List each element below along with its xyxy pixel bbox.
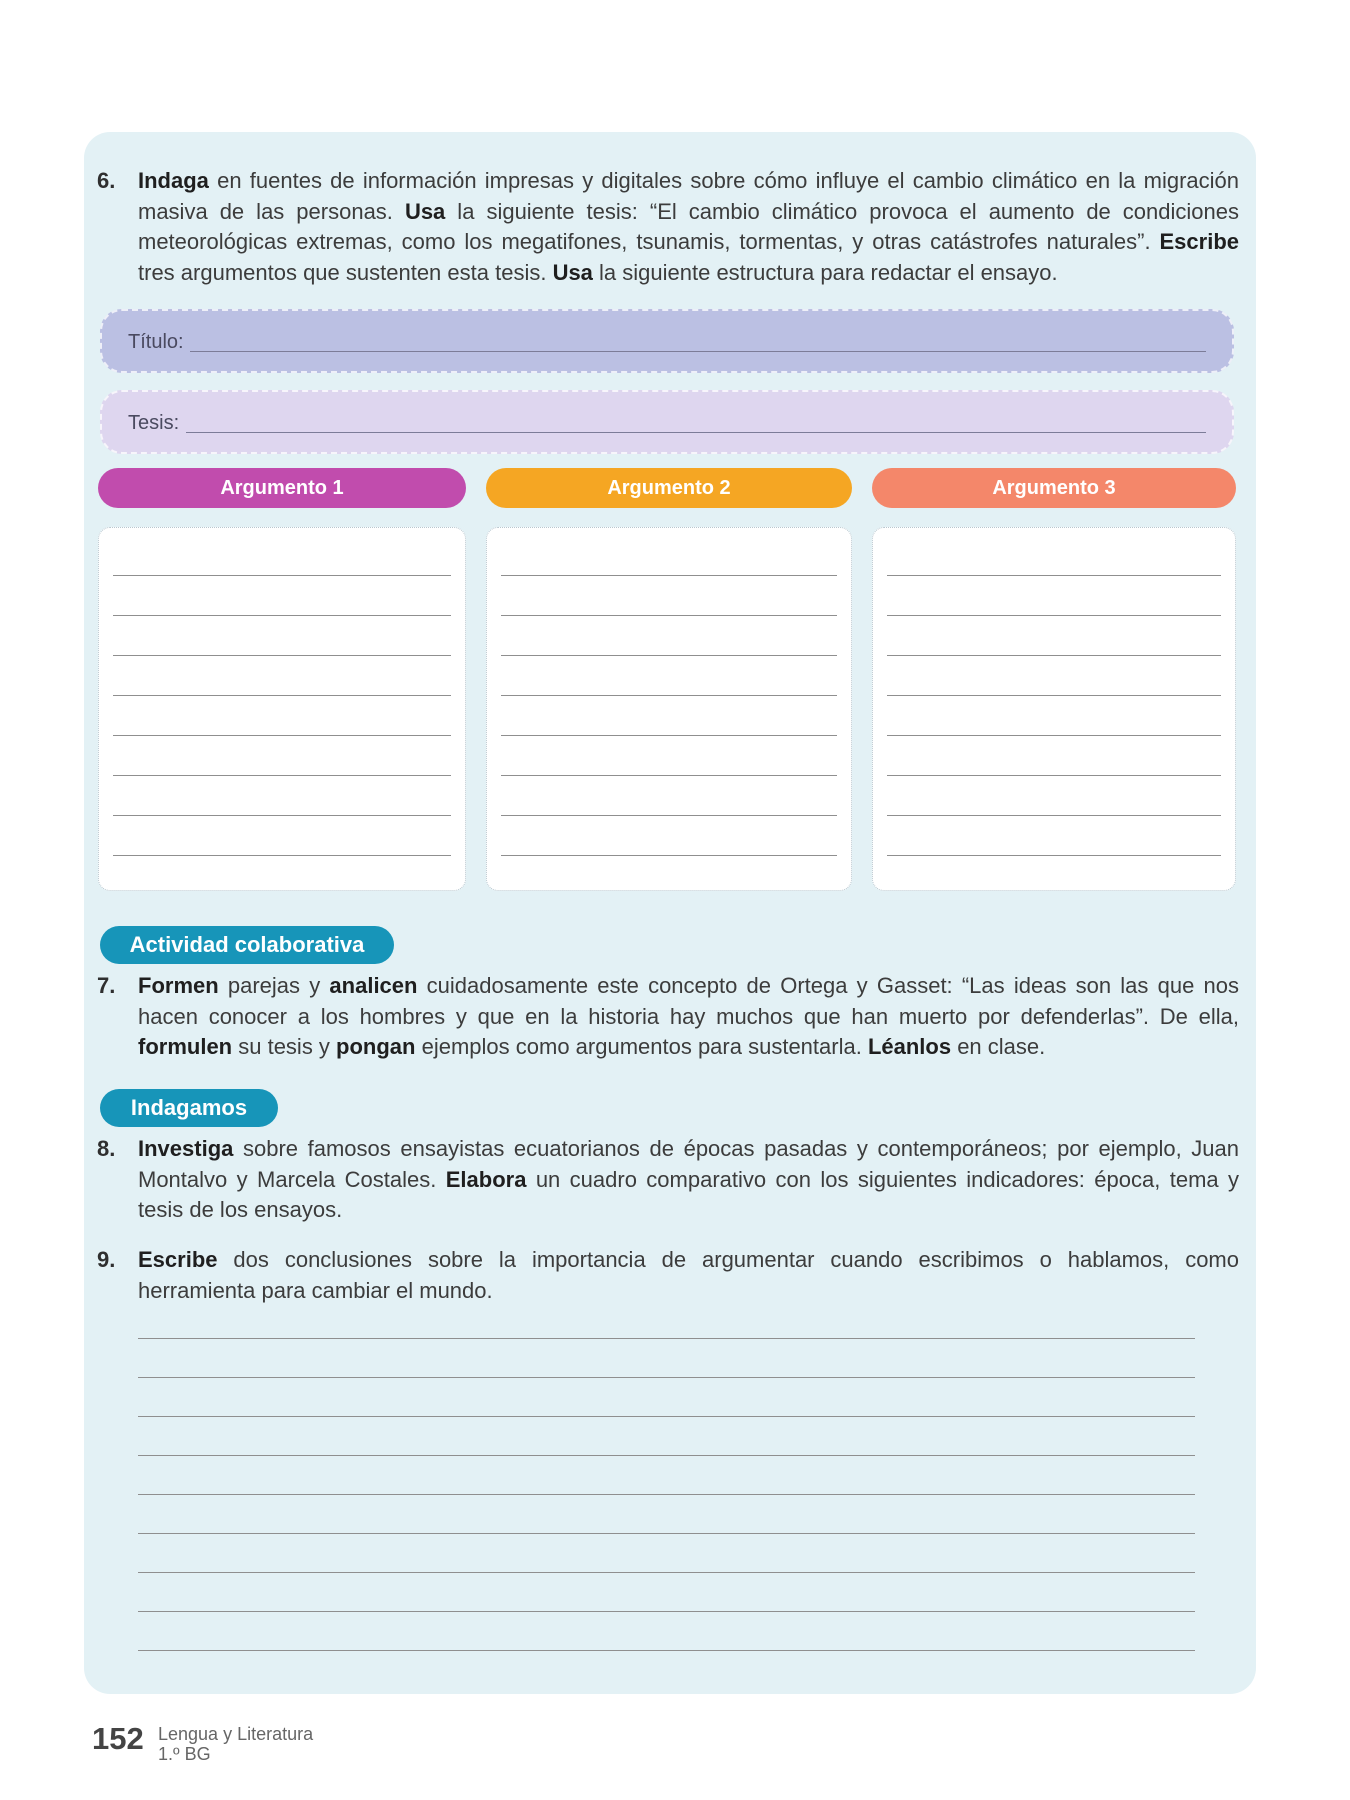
- instruction-verb: analicen: [329, 973, 418, 998]
- write-line[interactable]: [501, 615, 837, 616]
- argument-3-header: Argumento 3: [872, 468, 1236, 508]
- instruction-text: la siguiente tesis: “El cambio climático provoca el aumento de condiciones meteorológicas extremas, como los megatifones, tsunamis, tormentas, y otras catástrofes naturales”.: [138, 198, 1239, 254]
- write-line[interactable]: [113, 695, 451, 696]
- answer-line[interactable]: [138, 1611, 1195, 1612]
- instruction-text: sobre famosos ensayistas ecuatorianos de épocas pasadas y contemporáneos; por ejemplo, Juan Montalvo y Marcela Costales.: [138, 1136, 1239, 1192]
- write-line[interactable]: [501, 815, 837, 816]
- argument-1-header: Argumento 1: [98, 468, 466, 508]
- write-line[interactable]: [887, 735, 1221, 736]
- answer-line[interactable]: [138, 1416, 1195, 1417]
- write-line[interactable]: [113, 815, 451, 816]
- instruction-verb: Usa: [404, 198, 446, 224]
- write-line[interactable]: [113, 855, 451, 856]
- instruction-verb: pongan: [336, 1034, 416, 1059]
- instruction-verb: Investiga: [138, 1136, 234, 1161]
- titulo-write-line[interactable]: [190, 351, 1206, 352]
- exercise-7: [97, 971, 1239, 1063]
- answer-line[interactable]: [138, 1650, 1195, 1651]
- exercise-6-number: 6.: [97, 168, 116, 193]
- write-line[interactable]: [501, 695, 837, 696]
- titulo-field[interactable]: [100, 309, 1234, 373]
- titulo-label: Título:: [128, 331, 184, 353]
- exercise-8-number: 8.: [97, 1136, 116, 1161]
- section-indagamos: Indagamos: [100, 1089, 278, 1127]
- instruction-text: parejas y: [218, 973, 330, 998]
- instruction-text: un cuadro comparativo con los siguientes indicadores: época, tema y tesis de los ensayos.: [138, 1166, 1240, 1222]
- instruction-verb: formulen: [138, 1034, 233, 1059]
- instruction-verb: Indaga: [138, 168, 209, 193]
- exercise-9-number: 9.: [97, 1247, 116, 1272]
- tesis-label: Tesis:: [128, 412, 180, 434]
- instruction-verb: Formen: [138, 973, 219, 998]
- instruction-text: en clase.: [951, 1034, 1046, 1059]
- write-line[interactable]: [887, 575, 1221, 576]
- exercise-7-text: [138, 971, 1239, 1063]
- write-line[interactable]: [501, 655, 837, 656]
- instruction-text: tres argumentos que sustenten esta tesis.: [138, 259, 553, 285]
- exercise-9-text: [138, 1245, 1239, 1306]
- write-line[interactable]: [113, 615, 451, 616]
- answer-line[interactable]: [138, 1533, 1195, 1534]
- instruction-verb: Escribe: [138, 1247, 218, 1272]
- exercise-6: [97, 166, 1239, 288]
- write-line[interactable]: [113, 655, 451, 656]
- instruction-text: cuidadosamente este concepto de Ortega y Gasset: “Las ideas son las que nos hacen conocer a los hombres y que en la historia hay muchos que han muerto por defenderlas”. De ella,: [138, 973, 1239, 1029]
- page-number: 152: [92, 1721, 144, 1756]
- instruction-verb: Usa: [552, 259, 593, 285]
- answer-line[interactable]: [138, 1377, 1195, 1378]
- argument-1-box[interactable]: [98, 527, 466, 891]
- instruction-verb: Elabora: [445, 1166, 527, 1192]
- write-line[interactable]: [501, 735, 837, 736]
- write-line[interactable]: [113, 735, 451, 736]
- instruction-verb: Léanlos: [867, 1034, 952, 1059]
- write-line[interactable]: [501, 855, 837, 856]
- instruction-text: la siguiente estructura para redactar el ensayo.: [592, 259, 1058, 285]
- write-line[interactable]: [887, 775, 1221, 776]
- exercise-8: [97, 1134, 1239, 1226]
- write-line[interactable]: [887, 615, 1221, 616]
- instruction-text: ejemplos como argumentos para sustentarla.: [415, 1034, 868, 1059]
- answer-line[interactable]: [138, 1494, 1195, 1495]
- exercise-7-number: 7.: [97, 973, 116, 998]
- write-line[interactable]: [887, 815, 1221, 816]
- write-line[interactable]: [887, 655, 1221, 656]
- write-line[interactable]: [887, 855, 1221, 856]
- exercise-8-text: [138, 1134, 1239, 1226]
- argument-3-box[interactable]: [872, 527, 1236, 891]
- exercise-9: [97, 1245, 1239, 1306]
- write-line[interactable]: [501, 775, 837, 776]
- answer-line[interactable]: [138, 1572, 1195, 1573]
- write-line[interactable]: [501, 575, 837, 576]
- section-actividad-colaborativa: Actividad colaborativa: [100, 926, 394, 964]
- tesis-write-line[interactable]: [186, 432, 1206, 433]
- write-line[interactable]: [113, 775, 451, 776]
- argument-2-box[interactable]: [486, 527, 852, 891]
- write-line[interactable]: [887, 695, 1221, 696]
- tesis-field[interactable]: [100, 390, 1234, 454]
- exercise-6-text: [138, 166, 1239, 288]
- instruction-text: en fuentes de información impresas y digitales sobre cómo influye el cambio climático en la migración masiva de las personas.: [138, 168, 1239, 224]
- instruction-verb: Escribe: [1159, 229, 1239, 254]
- instruction-text: su tesis y: [232, 1034, 337, 1059]
- answer-line[interactable]: [138, 1338, 1195, 1339]
- write-line[interactable]: [113, 575, 451, 576]
- instruction-text: dos conclusiones sobre la importancia de argumentar cuando escribimos o hablamos, como herramienta para cambiar el mundo.: [138, 1247, 1239, 1303]
- answer-line[interactable]: [138, 1455, 1195, 1456]
- footer-grade: 1.º BG: [158, 1744, 211, 1764]
- argument-2-header: Argumento 2: [486, 468, 852, 508]
- footer-subject: Lengua y Literatura: [158, 1724, 314, 1744]
